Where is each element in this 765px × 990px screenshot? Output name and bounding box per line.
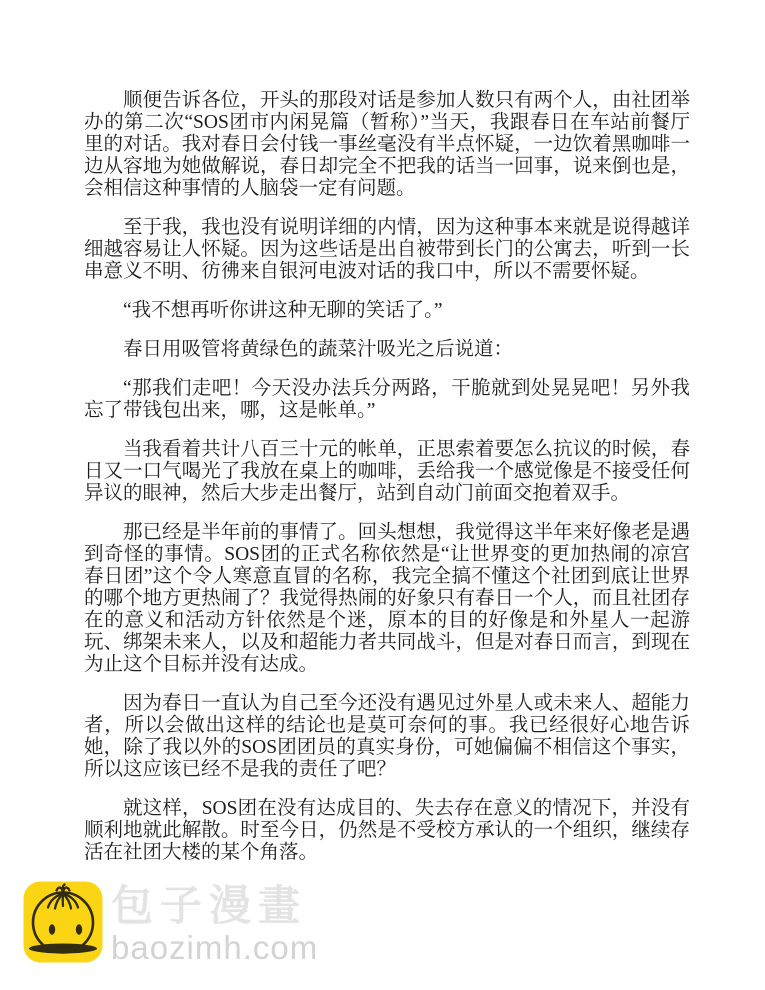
paragraph: 春日用吸管将黄绿色的蔬菜汁吸光之后说道： (123, 339, 514, 360)
paragraph: “我不想再听你讲这种无聊的笑话了。” (123, 300, 443, 321)
paragraph: 因为春日一直认为自己至今还没有遇见过外星人或未来人、超能力者，所以会做出这样的结论也是莫可奈何的事。我已经很好心地告诉她，除了我以外的SOS团团员的真实身份，可她偏偏不相信这个事实，所以这应该已经不是我的责任了吧？ (84, 693, 690, 780)
paragraph: 那已经是半年前的事情了。回头想想，我觉得这半年来好像老是遇到奇怪的事情。SOS团的正式名称依然是“让世界变的更加热闹的凉宫春日团”这个令人寒意直冒的名称，我完全搞不懂这个社团到底让世界的哪个地方更热闹了？我觉得热闹的好象只有春日一个人，而且社团存在的意义和活动方针依然是个迷，原本的目的好像是和外星人一起游玩、绑架未来人，以及和超能力者共同战斗，但是对春日而言，到现在为止这个目标并没有达成。 (84, 522, 690, 675)
novel-text-block (84, 90, 690, 881)
paragraph: “那我们走吧！今天没办法兵分两路，干脆就到处晃晃吧！另外我忘了带钱包出来，哪，这是帐单。” (84, 378, 690, 421)
paragraph: 就这样，SOS团在没有达成目的、失去存在意义的情况下，并没有顺利地就此解散。时至今日，仍然是不受校方承认的一个组织，继续存活在社团大楼的某个角落。 (84, 798, 690, 863)
site-url: baozimh.com (111, 929, 319, 966)
baozi-bun-icon (23, 881, 103, 963)
watermark (23, 881, 318, 965)
brand-name: 包子漫畫 (111, 882, 308, 929)
paragraph: 当我看着共计八百三十元的帐单，正思索着要怎么抗议的时候，春日又一口气喝光了我放在桌上的咖啡，丢给我一个感觉像是不接受任何异议的眼神，然后大步走出餐厅，站到自动门前面交抱着双手。 (84, 439, 690, 504)
paragraph: 顺便告诉各位，开头的那段对话是参加人数只有两个人，由社团举办的第二次“SOS团市内闲晃篇（暂称）”当天，我跟春日在车站前餐厅里的对话。我对春日会付钱一事丝毫没有半点怀疑，一边饮着黑咖啡一边从容地为她做解说，春日却完全不把我的话当一回事，说来倒也是，会相信这种事情的人脑袋一定有问题。 (84, 90, 690, 199)
paragraph: 至于我，我也没有说明详细的内情，因为这种事本来就是说得越详细越容易让人怀疑。因为这些话是出自被带到长门的公寓去，听到一长串意义不明、彷彿来自银河电波对话的我口中，所以不需要怀疑。 (84, 217, 690, 282)
watermark-text (111, 881, 318, 965)
